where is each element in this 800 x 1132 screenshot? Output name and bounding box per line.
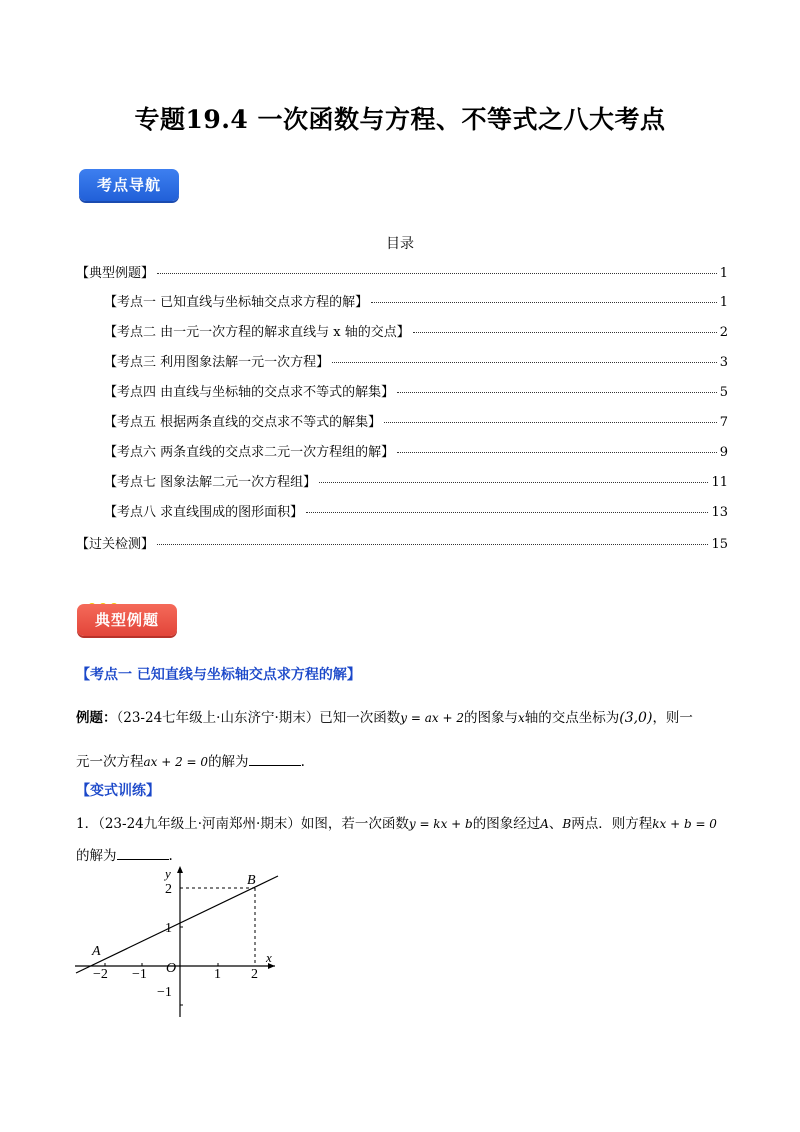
toc-item-label: 【典型例题】 [76, 266, 155, 281]
toc-item[interactable] [104, 501, 728, 521]
toc-item[interactable] [104, 381, 728, 401]
y-axis-arrow [177, 866, 183, 873]
toc-item-label: 【考点八 求直线围成的图形面积】 [104, 505, 304, 520]
toc-item-page: 15 [711, 537, 728, 552]
toc-item-page: 9 [719, 445, 728, 460]
toc-item-page: 5 [719, 385, 728, 400]
problem-point-b: B [562, 817, 572, 831]
toc-item[interactable] [104, 351, 728, 371]
example-point: (3,0) [619, 710, 653, 726]
example-line-2 [76, 750, 305, 770]
function-line [76, 876, 278, 973]
variant-heading: 【变式训练】 [76, 783, 160, 799]
page-title: 专题19.4 一次函数与方程、不等式之八大考点 [134, 105, 666, 134]
toc-item-label: 【考点六 两条直线的交点求二元一次方程组的解】 [104, 445, 395, 460]
problem-line-1 [76, 812, 717, 832]
point-b-label: B [247, 873, 256, 888]
toc-item-label: 【过关检测】 [76, 537, 155, 552]
example-equation: ax + 2 = 0 [143, 755, 209, 769]
toc-item[interactable] [104, 411, 728, 431]
problem-equation: kx + b = 0 [652, 817, 717, 831]
toc-item[interactable] [104, 291, 728, 311]
toc-heading: 目录 [386, 236, 414, 252]
toc-item-page: 11 [711, 475, 728, 490]
x-tick-label: −1 [132, 967, 147, 982]
toc-leader [306, 512, 708, 513]
toc-item-label: 【考点七 图象法解二元一次方程组】 [104, 475, 317, 490]
y-tick-label: 1 [165, 921, 172, 936]
toc-item[interactable] [76, 262, 728, 282]
example-prefix: 例题： [76, 710, 117, 726]
origin-label: O [166, 961, 177, 976]
toc-item[interactable] [104, 321, 728, 341]
toc-item-label: 【考点四 由直线与坐标轴的交点求不等式的解集】 [104, 385, 395, 400]
problem-text: 的解为 [76, 848, 117, 864]
y-tick-label: 2 [165, 882, 172, 897]
nav-badge: 考点导航 [79, 169, 179, 201]
y-axis-label: y [165, 866, 171, 881]
toc-item[interactable] [104, 441, 728, 461]
problem-function: y = kx + b [408, 817, 473, 831]
toc-leader [397, 392, 717, 393]
toc-leader [384, 422, 717, 423]
toc-leader [157, 544, 708, 545]
toc-item-label: 【考点二 由一元一次方程的解求直线与 x 轴的交点】 [104, 325, 410, 340]
x-axis-label: x [266, 950, 272, 965]
example-badge: 典型例题 [77, 604, 177, 636]
toc-item[interactable] [76, 533, 728, 553]
toc-leader [157, 273, 717, 274]
problem-number: 1． [76, 816, 99, 832]
toc-item-page: 2 [719, 325, 728, 340]
coordinate-graph [70, 862, 290, 1022]
example-xvar: x [517, 711, 525, 725]
y-tick-label: −1 [157, 985, 172, 1000]
problem-text: 两点．则方程 [571, 816, 653, 832]
toc-item-page: 7 [719, 415, 728, 430]
toc-item-label: 【考点一 已知直线与坐标轴交点求方程的解】 [104, 295, 369, 310]
example-source: （23-24七年级上·山东济宁·期末）已知一次函数 [116, 710, 401, 726]
toc-item[interactable] [104, 471, 728, 491]
toc-item-page: 1 [719, 295, 728, 310]
example-text: 的解为 [208, 754, 249, 770]
example-text: ，则一 [652, 710, 693, 726]
toc-leader [413, 332, 717, 333]
toc-leader [397, 452, 717, 453]
x-tick-label: −2 [93, 967, 108, 982]
x-tick-label: 2 [251, 967, 258, 982]
problem-source: （23-24九年级上·河南郑州·期末）如图，若一次函数 [98, 816, 409, 832]
example-text: 的图象与 [463, 710, 518, 726]
problem-text: . [168, 848, 173, 864]
answer-blank[interactable] [117, 846, 169, 860]
x-tick-label: 1 [214, 967, 221, 982]
example-text: 轴的交点坐标为 [524, 710, 620, 726]
problem-text: 的图象经过 [472, 816, 541, 832]
section-heading: 【考点一 已知直线与坐标轴交点求方程的解】 [76, 667, 361, 683]
example-text: . [300, 754, 305, 770]
toc-leader [371, 302, 717, 303]
problem-point-a: A [540, 817, 549, 831]
toc-item-label: 【考点五 根据两条直线的交点求不等式的解集】 [104, 415, 382, 430]
toc-item-page: 13 [711, 505, 728, 520]
problem-text: 、 [548, 816, 563, 832]
toc-item-page: 3 [719, 355, 728, 370]
answer-blank[interactable] [249, 752, 301, 766]
example-text: 元一次方程 [76, 754, 144, 770]
problem-line-2 [76, 844, 173, 864]
toc-leader [332, 362, 717, 363]
toc-leader [319, 482, 708, 483]
toc-item-page: 1 [719, 266, 728, 281]
example-function: y = ax + 2 [400, 711, 464, 725]
example-line-1 [76, 706, 693, 726]
point-a-label: A [92, 944, 101, 959]
toc-item-label: 【考点三 利用图象法解一元一次方程】 [104, 355, 330, 370]
